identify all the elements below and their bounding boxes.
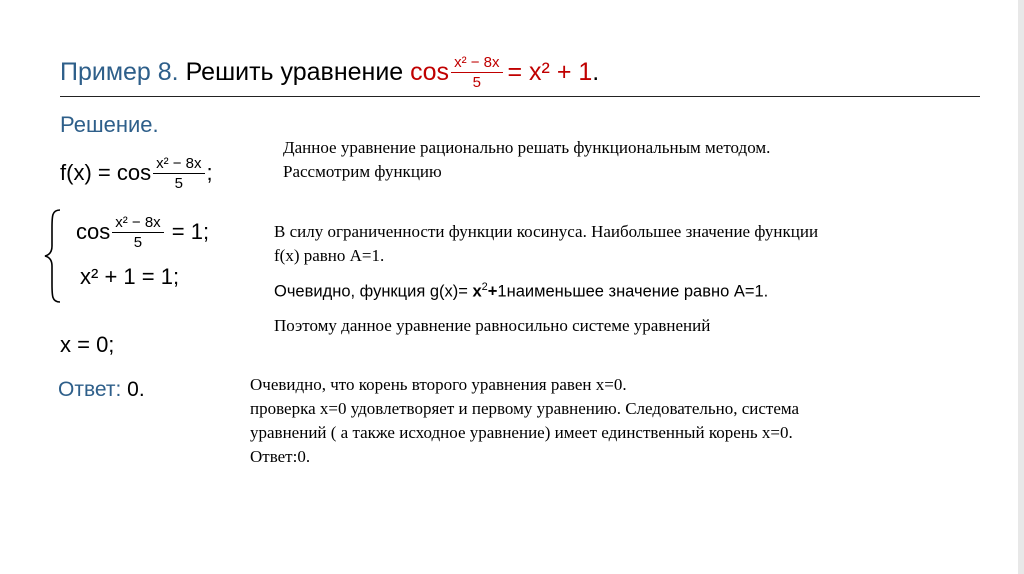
- paragraph-equivalent-system: Поэтому данное уравнение равносильно системе уравнений: [274, 316, 711, 335]
- g-function-bold-plus: +: [487, 282, 498, 301]
- eq1-fraction-numerator: x² − 8x: [112, 215, 163, 233]
- system-equation-2: x² + 1 = 1;: [80, 264, 180, 289]
- title-fraction-denominator: 5: [472, 73, 481, 91]
- g-function-text-a: Очевидно, функция g(x)=: [274, 282, 473, 301]
- title-divider: [60, 96, 980, 97]
- paragraph-method: [283, 136, 983, 184]
- fx-fraction-denominator: 5: [174, 174, 183, 192]
- title-prefix: Пример 8.: [60, 57, 179, 86]
- eq1-rhs: = 1;: [165, 219, 210, 244]
- paragraph-g-function: [274, 275, 1014, 304]
- title-fraction: [451, 55, 502, 90]
- paragraph-method-line-2: Рассмотрим функцию: [283, 162, 442, 181]
- paragraph-cosine-bound-line-1: В силу ограниченности функции косинуса. Наибольшее значение функции: [274, 222, 819, 241]
- paragraph-cosine-bound-line-2: f(x) равно А=1.: [274, 246, 385, 265]
- title-fraction-numerator: x² − 8x: [451, 55, 502, 73]
- system-equation-1: [76, 208, 209, 256]
- left-brace-icon: [42, 208, 64, 304]
- paragraph-conclusion-line-2: проверка х=0 удовлетворяет и первому уравнению. Следовательно, система: [250, 399, 800, 418]
- title-text: Решить уравнение: [178, 57, 411, 86]
- eq1-fraction-denominator: 5: [133, 233, 143, 251]
- title-end: .: [592, 57, 600, 86]
- g-function-bold-x: x: [472, 282, 482, 301]
- title-rhs: = x² + 1: [507, 57, 593, 86]
- paragraph-conclusion: [250, 373, 1010, 469]
- answer: [58, 378, 145, 402]
- x-result: x = 0;: [60, 332, 115, 357]
- fx-fraction-numerator: x² − 8x: [153, 156, 204, 174]
- paragraph-cosine-bound: [274, 220, 1014, 268]
- paragraph-method-line-1: Данное уравнение рационально решать функциональным методом.: [283, 138, 771, 157]
- equation-system: [42, 208, 282, 308]
- answer-label: Ответ:: [58, 378, 122, 401]
- fx-end: ;: [206, 160, 213, 185]
- title-cos: cos: [410, 57, 450, 86]
- eq1-cos: cos: [76, 219, 111, 244]
- answer-value: 0.: [127, 378, 145, 401]
- paragraph-conclusion-line-4: Ответ:0.: [250, 447, 311, 466]
- g-function-superscript: 2: [481, 281, 488, 293]
- fx-lhs: f(x) = cos: [60, 160, 152, 185]
- page-title: [60, 44, 599, 100]
- function-definition: [60, 147, 213, 199]
- g-function-text-b: 1наименьшее значение равно А=1.: [497, 282, 769, 301]
- paragraph-conclusion-line-1: Очевидно, что корень второго уравнения равен х=0.: [250, 375, 627, 394]
- eq1-fraction: [112, 215, 163, 250]
- solution-label: Решение.: [60, 112, 159, 137]
- paragraph-conclusion-line-3: уравнений ( а также исходное уравнение) имеет единственный корень х=0.: [250, 423, 793, 442]
- slide-edge: [1018, 0, 1024, 574]
- fx-fraction: [153, 156, 204, 191]
